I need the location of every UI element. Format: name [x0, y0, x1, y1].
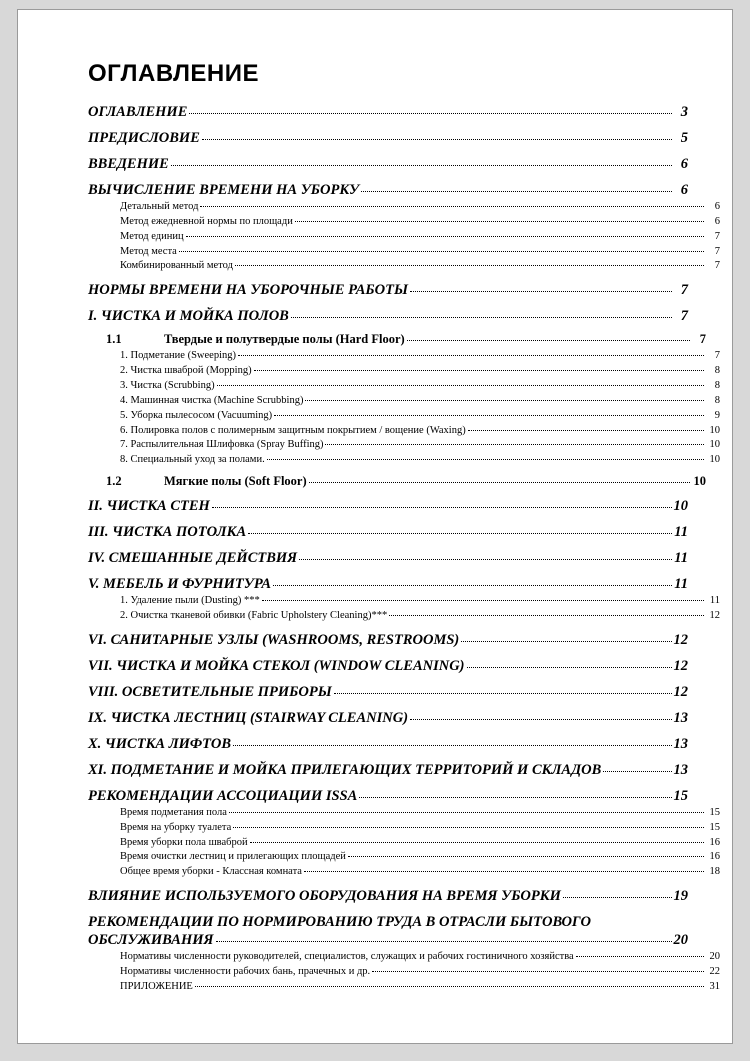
toc-leader-dots	[186, 228, 704, 237]
toc-page-number: 15	[709, 806, 720, 818]
toc-entry[interactable]	[88, 438, 720, 452]
toc-entry-label: 2. Чистка шваброй (Mopping)	[120, 365, 252, 377]
toc-entry-label: 1.2 Мягкие полы (Soft Floor)	[106, 474, 307, 489]
toc-entry[interactable]	[88, 524, 688, 541]
toc-entry[interactable]	[88, 632, 688, 649]
toc-entry-label: XI. ПОДМЕТАНИЕ И МОЙКА ПРИЛЕГАЮЩИХ ТЕРРИТОРИЙ И СКЛАДОВ	[88, 761, 602, 778]
toc-leader-dots	[195, 978, 704, 987]
toc-entry[interactable]	[88, 424, 720, 438]
toc-entry[interactable]	[88, 364, 720, 378]
toc-page-number: 7	[680, 308, 688, 325]
toc-entry-label: IV. СМЕШАННЫЕ ДЕЙСТВИЯ	[88, 550, 298, 567]
toc-entry[interactable]	[88, 332, 706, 347]
toc-entry-label-continuation: ОБСЛУЖИВАНИЯ	[88, 932, 214, 949]
toc-entry-label: Метод ежедневной нормы по площади	[120, 215, 293, 227]
toc-leader-dots	[309, 473, 690, 483]
toc-leader-dots	[372, 963, 704, 972]
toc-leader-dots	[325, 437, 704, 446]
toc-leader-dots	[233, 734, 671, 746]
toc-page-number: 7	[714, 230, 720, 242]
toc-page-number: 13	[673, 735, 688, 752]
toc-leader-dots	[359, 786, 671, 798]
toc-entry-label: 1. Подметание (Sweeping)	[120, 350, 236, 362]
toc-entry[interactable]	[88, 965, 720, 979]
table-of-contents	[88, 104, 720, 994]
toc-leader-dots	[189, 102, 672, 114]
toc-page-number: 5	[680, 130, 688, 146]
toc-entry[interactable]	[88, 379, 720, 393]
toc-entry-label: Время на уборку туалета	[120, 821, 232, 833]
toc-entry[interactable]	[88, 806, 720, 820]
toc-page-number: 7	[714, 260, 720, 272]
toc-entry[interactable]	[88, 788, 688, 805]
toc-leader-dots	[305, 392, 704, 401]
page-content	[88, 60, 720, 994]
toc-entry-label: V. МЕБЕЛЬ И ФУРНИТУРА	[88, 576, 272, 593]
toc-entry[interactable]	[88, 576, 688, 593]
toc-leader-dots	[291, 306, 672, 318]
toc-leader-dots	[461, 630, 671, 642]
toc-page-number: 31	[709, 980, 720, 992]
toc-leader-dots	[235, 258, 704, 267]
toc-leader-dots	[267, 451, 704, 460]
toc-entry-label: II. ЧИСТКА СТЕН	[88, 498, 210, 515]
toc-entry[interactable]	[88, 308, 688, 325]
toc-entry[interactable]	[88, 658, 688, 675]
toc-page-number: 16	[709, 851, 720, 863]
toc-page-number: 10	[673, 498, 688, 515]
toc-page-number: 12	[709, 610, 720, 622]
toc-page-number: 13	[673, 761, 688, 778]
toc-leader-dots	[468, 422, 704, 431]
toc-entry[interactable]	[88, 888, 688, 905]
toc-page-number: 11	[674, 524, 688, 541]
toc-entry[interactable]	[88, 836, 720, 850]
toc-entry-label: Нормативы численности рабочих бань, прачечных и др.	[120, 966, 371, 978]
toc-leader-dots	[467, 656, 672, 668]
toc-page-number: 22	[709, 966, 720, 978]
toc-leader-dots	[202, 128, 672, 140]
toc-entry[interactable]	[88, 594, 720, 608]
toc-page-number: 6	[680, 182, 688, 198]
toc-entry[interactable]	[88, 230, 720, 244]
toc-page-number: 15	[673, 787, 688, 804]
toc-leader-dots	[217, 377, 704, 386]
toc-page-number: 16	[709, 836, 720, 848]
toc-leader-dots	[576, 948, 704, 957]
toc-entry-label: РЕКОМЕНДАЦИИ ПО НОРМИРОВАНИЮ ТРУДА В ОТРАСЛИ БЫТОВОГО	[88, 914, 591, 931]
toc-entry-label: III. ЧИСТКА ПОТОЛКА	[88, 524, 247, 541]
toc-entry-label: VIII. ОСВЕТИТЕЛЬНЫЕ ПРИБОРЫ	[88, 683, 332, 700]
toc-page-number: 3	[680, 104, 688, 120]
toc-entry-label: 6. Полировка полов с полимерным защитным покрытием / вощение (Waxing)	[120, 424, 466, 436]
toc-entry-label: Время подметания пола	[120, 806, 227, 818]
toc-page-number: 7	[680, 282, 688, 299]
toc-entry[interactable]	[88, 498, 688, 515]
toc-entry[interactable]	[88, 850, 720, 864]
toc-leader-dots	[250, 834, 704, 843]
toc-entry[interactable]	[88, 215, 720, 229]
toc-page-number: 8	[714, 394, 720, 406]
toc-entry-label: 8. Специальный уход за полами.	[120, 454, 265, 466]
toc-entry[interactable]	[88, 104, 688, 121]
document-page	[17, 9, 733, 1044]
toc-leader-dots	[179, 243, 704, 252]
toc-leader-dots	[262, 592, 704, 601]
toc-entry[interactable]	[88, 609, 720, 623]
toc-leader-dots	[410, 280, 672, 292]
toc-leader-dots	[248, 522, 672, 534]
toc-leader-dots	[212, 496, 672, 508]
toc-entry-label: VI. САНИТАРНЫЕ УЗЛЫ (WASHROOMS, RESTROOMS)	[88, 631, 460, 648]
toc-entry-label: Нормативы численности руководителей, специалистов, служащих и рабочих гостиничного хозяйства	[120, 951, 574, 963]
toc-leader-dots	[273, 574, 672, 586]
toc-leader-dots	[603, 760, 671, 772]
toc-entry[interactable]	[88, 550, 688, 567]
toc-leader-dots	[254, 362, 704, 371]
toc-page-number: 6	[714, 201, 720, 212]
toc-entry[interactable]	[88, 684, 688, 701]
toc-leader-dots	[171, 154, 672, 166]
toc-entry-number: 1.2	[106, 474, 122, 489]
toc-entry-label: I. ЧИСТКА И МОЙКА ПОЛОВ	[88, 308, 289, 325]
toc-page-number: 6	[680, 156, 688, 172]
toc-page-number: 8	[714, 380, 720, 392]
toc-page-number: 19	[673, 888, 688, 905]
toc-page-number: 13	[673, 709, 688, 726]
toc-page-number: 20	[673, 932, 688, 949]
toc-entry-label: Метод места	[120, 245, 177, 257]
toc-entry[interactable]	[88, 950, 720, 964]
toc-entry-label: ВЛИЯНИЕ ИСПОЛЬЗУЕМОГО ОБОРУДОВАНИЯ НА ВРЕМЯ УБОРКИ	[88, 888, 561, 905]
toc-entry-label: Время уборки пола шваброй	[120, 836, 248, 848]
toc-entry-label: VII. ЧИСТКА И МОЙКА СТЕКОЛ (WINDOW CLEANING)	[88, 657, 465, 674]
toc-leader-dots	[563, 886, 672, 898]
toc-entry[interactable]	[88, 394, 720, 408]
toc-entry-label: ВВЕДЕНИЕ	[88, 156, 169, 172]
toc-page-number: 12	[673, 631, 688, 648]
toc-entry-label: НОРМЫ ВРЕМЕНИ НА УБОРОЧНЫЕ РАБОТЫ	[88, 282, 409, 299]
toc-entry[interactable]	[88, 736, 688, 753]
toc-entry-label: Время очистки лестниц и прилегающих площадей	[120, 851, 346, 863]
toc-page-number: 18	[709, 866, 720, 878]
page-title: ОГЛАВЛЕНИЕ	[88, 60, 260, 87]
toc-entry-label: X. ЧИСТКА ЛИФТОВ	[88, 735, 232, 752]
toc-entry-label: 4. Машинная чистка (Machine Scrubbing)	[120, 394, 304, 406]
toc-entry[interactable]	[88, 821, 720, 835]
toc-entry[interactable]	[88, 865, 720, 879]
toc-entry-number: 1.1	[106, 332, 122, 347]
toc-entry[interactable]	[88, 245, 720, 259]
toc-leader-dots	[348, 849, 704, 858]
toc-entry[interactable]	[88, 980, 720, 994]
toc-page-number: 10	[693, 474, 706, 489]
toc-page-number: 12	[673, 657, 688, 674]
toc-leader-dots	[229, 804, 704, 813]
toc-page-number: 7	[714, 245, 720, 257]
toc-entry-label: ПРЕДИСЛОВИЕ	[88, 130, 200, 146]
toc-leader-dots	[216, 930, 672, 942]
toc-leader-dots	[361, 180, 672, 192]
toc-entry-label: Комбинированный метод	[120, 260, 233, 272]
toc-page-number: 11	[709, 595, 720, 607]
toc-entry[interactable]	[88, 453, 720, 467]
toc-entry-label: 1. Удаление пыли (Dusting) ***	[120, 595, 260, 607]
toc-page-number: 10	[709, 424, 720, 436]
toc-page-number: 7	[714, 350, 720, 362]
toc-entry[interactable]	[88, 156, 688, 173]
toc-leader-dots	[274, 407, 704, 416]
toc-entry-label: 1.1 Твердые и полутвердые полы (Hard Floor)	[106, 332, 405, 347]
toc-page-number: 11	[674, 550, 688, 567]
toc-leader-dots	[233, 819, 704, 828]
toc-entry[interactable]	[88, 349, 720, 363]
toc-entry[interactable]	[88, 710, 688, 727]
toc-page-number: 15	[709, 821, 720, 833]
toc-entry-label: 7. Распылительная Шлифовка (Spray Buffing)	[120, 439, 324, 451]
toc-entry-label: IX. ЧИСТКА ЛЕСТНИЦ (STAIRWAY CLEANING)	[88, 709, 409, 726]
toc-leader-dots	[238, 347, 704, 356]
toc-leader-dots	[334, 682, 672, 694]
toc-leader-dots	[299, 548, 672, 560]
toc-entry-label: 5. Уборка пылесосом (Vacuuming)	[120, 409, 273, 421]
toc-entry-label: Метод единиц	[120, 230, 184, 242]
toc-entry[interactable]	[88, 914, 688, 931]
toc-page-number: 9	[714, 409, 720, 421]
toc-entry[interactable]	[88, 474, 706, 489]
toc-leader-dots	[200, 198, 704, 207]
toc-entry-label: ВЫЧИСЛЕНИЕ ВРЕМЕНИ НА УБОРКУ	[88, 182, 360, 198]
toc-entry[interactable]	[88, 200, 720, 214]
toc-page-number: 7	[699, 332, 706, 347]
toc-entry-label: 2. Очистка тканевой обивки (Fabric Upholstery Cleaning)***	[120, 610, 388, 622]
toc-page-number: 12	[673, 683, 688, 700]
toc-entry[interactable]	[88, 259, 720, 273]
toc-entry[interactable]	[88, 932, 688, 949]
toc-leader-dots	[295, 213, 704, 222]
toc-entry-label: Детальный метод	[120, 201, 199, 212]
toc-leader-dots	[304, 863, 704, 872]
toc-leader-dots	[407, 331, 690, 341]
toc-entry-label: Общее время уборки - Классная комната	[120, 866, 302, 878]
toc-page-number: 6	[714, 215, 720, 227]
toc-entry[interactable]	[88, 762, 688, 779]
toc-page-number: 8	[714, 365, 720, 377]
toc-leader-dots	[410, 708, 671, 720]
toc-entry[interactable]	[88, 409, 720, 423]
toc-page-number: 10	[709, 439, 720, 451]
toc-entry-label: 3. Чистка (Scrubbing)	[120, 380, 215, 392]
toc-page-number: 10	[709, 454, 720, 466]
toc-entry-label: ПРИЛОЖЕНИЕ	[120, 980, 193, 992]
toc-entry[interactable]	[88, 282, 688, 299]
toc-page-number: 20	[709, 951, 720, 963]
toc-entry[interactable]	[88, 130, 688, 147]
toc-entry-label: ОГЛАВЛЕНИЕ	[88, 104, 188, 120]
toc-leader-dots	[389, 607, 704, 616]
toc-entry-label: РЕКОМЕНДАЦИИ АССОЦИАЦИИ ISSA	[88, 787, 358, 804]
toc-entry[interactable]	[88, 182, 688, 199]
toc-page-number: 11	[674, 576, 688, 593]
